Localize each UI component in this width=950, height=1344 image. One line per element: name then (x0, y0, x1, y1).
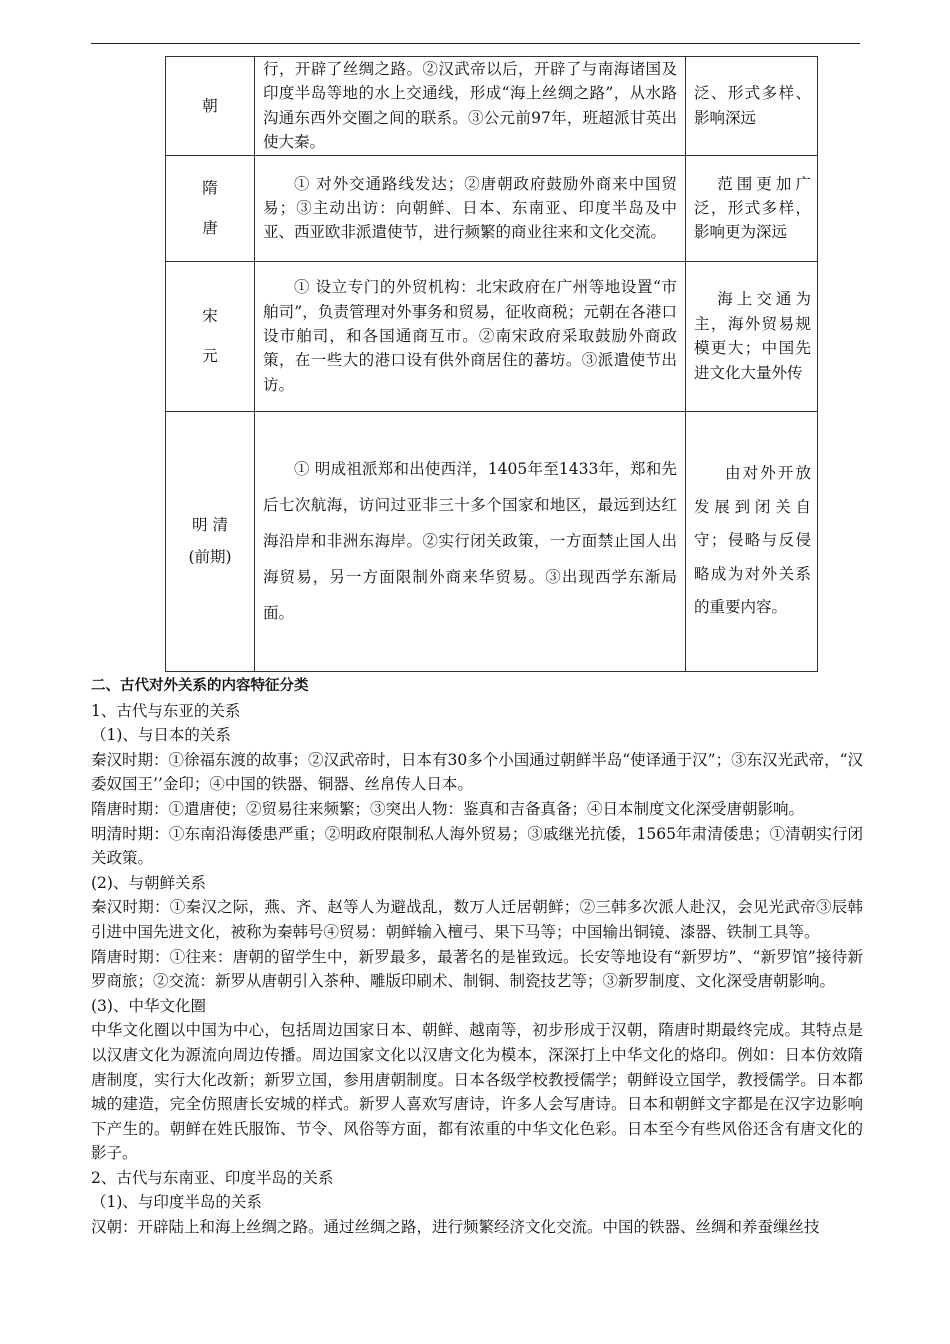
content-text: ① 明成祖派郑和出使西洋，1405年至1433年，郑和先后七次航海，访问过亚非三十多个国家和地区，最远到达红海沿岸和非洲东海岸。②实行闭关政策，一方面禁止国人出海贸易，另一方面限制外商来华贸易。③出现西学东渐局面。 (263, 460, 677, 623)
content-text: ① 设立专门的外贸机构：北宋政府在广州等地设置“市舶司”，负责管理对外事务和贸易，征收商税；元朝在各港口设市舶司，和各国通商互市。②南宋政府采取鼓励外商政策，在一些大的港口设有供外商居住的蕃坊。③派遣使节出访。 (263, 278, 677, 394)
section-heading: 二、古代对外关系的内容特征分类 (91, 678, 309, 694)
era-label: 唐 (202, 219, 218, 238)
paragraph: 秦汉时期：①徐福东渡的故事；②汉武帝时，日本有30多个小国通过朝鲜半岛“使译通于汉”；③东汉光武帝，“汉委奴国王’’金印；④中国的铁器、铜器、丝帛传人日本。 (91, 750, 863, 794)
content-text: ① 对外交通路线发达；②唐朝政府鼓励外商来中国贸易；③主动出访：向朝鲜、日本、东南亚、印度半岛及中亚、西亚欧非派遣使节，进行频繁的商业往来和文化交流。 (263, 174, 677, 242)
era-label: 明 清 (192, 516, 228, 535)
feature-cell (686, 411, 818, 671)
feature-text: 海上交通为主，海外贸易规模更大；中国先进文化大量外传 (694, 290, 811, 382)
paragraph: 秦汉时期：①秦汉之际，燕、齐、赵等人为避战乱，数万人迁居朝鲜；②三韩多次派人赴汉，会见光武帝③辰韩引进中国先进文化，被称为秦韩号④贸易：朝鲜输入檀弓、果下马等；中国输出铜镜、漆器、铁制工具等。 (91, 898, 863, 941)
subsection-heading: （1)、与日本的关系 (91, 726, 231, 745)
feature-text: 由对外开放发展到闭关自守；侵略与反侵略成为对外关系的重要内容。 (694, 464, 811, 617)
feature-text: 泛、形式多样、影响深远 (694, 83, 811, 127)
table-row (166, 155, 818, 261)
feature-cell (686, 261, 818, 411)
feature-cell (686, 155, 818, 261)
foreign-relations-table (165, 56, 818, 672)
table-row (166, 57, 818, 156)
subsection-heading: 1、古代与东亚的关系 (91, 701, 241, 720)
era-label: (前期) (188, 548, 232, 567)
era-label: 元 (202, 347, 218, 366)
era-cell (166, 155, 255, 261)
header-rule (91, 43, 860, 44)
table-row (166, 261, 818, 411)
subsection-heading: 2、古代与东南亚、印度半岛的关系 (91, 1168, 334, 1187)
paragraph: 汉朝：开辟陆上和海上丝绸之路。通过丝绸之路，进行频繁经济文化交流。中国的铁器、丝绸和养蚕缫丝技 (91, 1218, 820, 1237)
era-cell (166, 261, 255, 411)
section-body (91, 674, 863, 1240)
content-text: 行，开辟了丝绸之路。②汉武帝以后，开辟了与南海诸国及印度半岛等地的水上交通线，形成“海上丝绸之路”，从水路沟通东西外交圈之间的联系。③公元前97年，班超派甘英出使大秦。 (263, 60, 677, 152)
paragraph: 中华文化圈以中国为中心，包括周边国家日本、朝鲜、越南等，初步形成于汉朝，隋唐时期最终完成。其特点是以汉唐文化为源流向周边传播。周边国家文化以汉唐文化为模本，深深打上中华文化的烙印。例如：日本仿效隋唐制度，实行大化改新；新罗立国，参用唐朝制度。日本各级学校教授儒学；朝鲜设立国学，教授儒学。日本都城的建造，完全仿照唐长安城的样式。新罗人喜欢写唐诗，许多人会写唐诗。日本和朝鲜文字都是在汉字边影响下产生的。朝鲜在姓氏服饰、节令、风俗等方面，都有浓重的中华文化色彩。日本至今有些风俗还含有唐文化的影子。 (91, 1021, 863, 1163)
era-label: 朝 (202, 96, 218, 115)
era-label: 隋 (202, 179, 218, 198)
subsection-heading: (3)、中华文化圈 (91, 996, 206, 1015)
paragraph: 隋唐时期：①往来：唐朝的留学生中，新罗最多，最著名的是崔致远。长安等地设有“新罗坊”、“新罗馆”接待新罗商旅；②交流：新罗从唐朝引入茶种、雕版印刷术、制铜、制瓷技艺等；③新罗制度、文化深受唐朝影响。 (91, 947, 863, 991)
era-cell (166, 411, 255, 671)
subsection-heading: (2)、与朝鲜关系 (91, 873, 206, 892)
feature-cell (686, 57, 818, 156)
content-cell (255, 261, 686, 411)
feature-text: 范围更加广泛，形式多样，影响更为深远 (694, 174, 811, 242)
content-cell (255, 57, 686, 156)
paragraph: 隋唐时期：①遣唐使；②贸易往来频繁；③突出人物：鉴真和吉备真备；④日本制度文化深受唐朝影响。 (91, 799, 805, 818)
content-cell (255, 155, 686, 261)
subsection-heading: （1)、与印度半岛的关系 (91, 1193, 262, 1212)
content-cell (255, 411, 686, 671)
table-row (166, 411, 818, 671)
era-cell (166, 57, 255, 156)
era-label: 宋 (202, 307, 218, 326)
paragraph: 明清时期：①东南沿海倭患严重；②明政府限制私人海外贸易；③戚继光抗倭，1565年肃清倭患；①清朝实行闭关政策。 (91, 824, 863, 868)
